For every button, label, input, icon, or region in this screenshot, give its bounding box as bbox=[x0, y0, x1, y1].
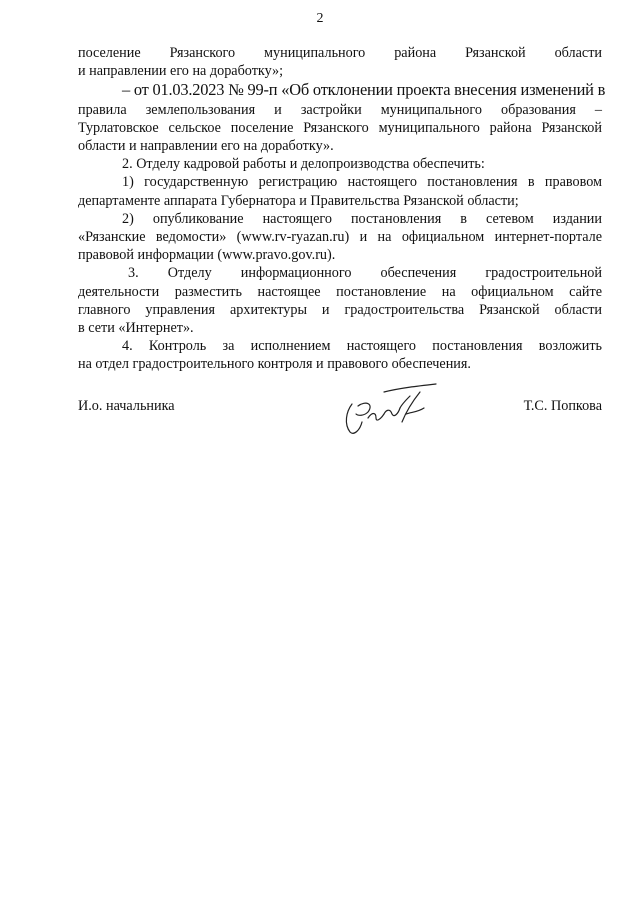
handwritten-signature bbox=[340, 378, 440, 438]
paragraph-item-4 bbox=[78, 337, 602, 373]
text-line: 4. Контроль за исполнением настоящего постановления возложить bbox=[122, 338, 602, 355]
text-line: и направлении его на доработку»; bbox=[78, 63, 284, 80]
paragraph-item-2-2 bbox=[78, 210, 602, 265]
text-line: поселение Рязанского муниципального района Рязанской области bbox=[78, 45, 602, 61]
paragraph-item-2-1 bbox=[78, 173, 602, 209]
signer-position: И.о. начальника bbox=[78, 398, 175, 414]
text-line: в сети «Интернет». bbox=[78, 320, 194, 337]
paragraph-decree-item bbox=[78, 80, 606, 155]
text-line: 1) государственную регистрацию настоящего постановления в правовом bbox=[122, 174, 602, 191]
paragraph-item-2 bbox=[78, 155, 602, 173]
page-number: 2 bbox=[316, 11, 324, 26]
text-line: департаменте аппарата Губернатора и Правительства Рязанской области; bbox=[78, 192, 519, 209]
text-line: на отдел градостроительного контроля и правового обеспечения. bbox=[78, 356, 471, 373]
text-line: правила землепользования и застройки муниципального образования – bbox=[78, 101, 602, 118]
document-body bbox=[78, 44, 606, 374]
text-line: – от 01.03.2023 № 99-п «Об отклонении проекта внесения изменений в bbox=[122, 80, 606, 100]
signer-name: Т.С. Попкова bbox=[523, 398, 602, 414]
text-line: 2. Отделу кадровой работы и делопроизводства обеспечить: bbox=[122, 156, 485, 173]
text-line: 2) опубликование настоящего постановления в сетевом издании bbox=[122, 210, 602, 227]
text-line: главного управления архитектуры и градостроительства Рязанской области bbox=[78, 301, 602, 318]
text-line: Турлатовское сельское поселение Рязанского муниципального района Рязанской bbox=[78, 119, 602, 136]
paragraph-item-3 bbox=[78, 264, 602, 337]
paragraph-continuation bbox=[78, 44, 602, 80]
text-line: области и направлении его на доработку». bbox=[78, 138, 334, 155]
text-line: деятельности разместить настоящее постановление на официальном сайте bbox=[78, 283, 602, 300]
text-line: «Рязанские ведомости» (www.rv-ryazan.ru) и на официальном интернет-портале bbox=[78, 229, 602, 246]
text-line: 3. Отделу информационного обеспечения градостроительной bbox=[128, 265, 602, 282]
text-line: правовой информации (www.pravo.gov.ru). bbox=[78, 247, 336, 264]
